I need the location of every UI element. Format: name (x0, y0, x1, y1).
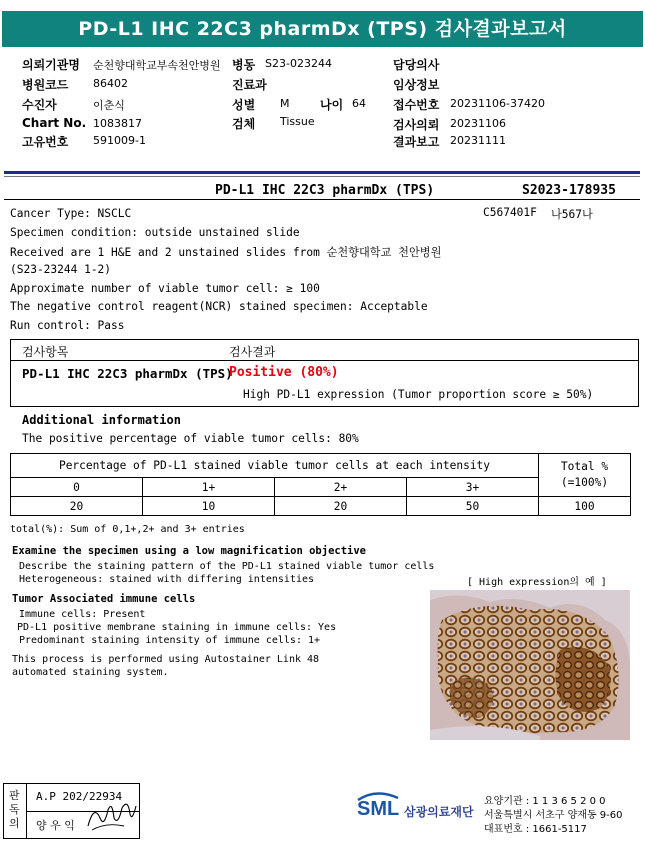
sex-label: 성별 (232, 98, 256, 112)
ncr-text: The negative control reagent(NCR) stained specimen: Acceptable (10, 300, 428, 313)
immune-line1: Immune cells: Present (19, 609, 146, 620)
patient-label: 수진자 (22, 98, 57, 112)
value-0: 20 (11, 497, 143, 516)
immune-heading: Tumor Associated immune cells (12, 593, 196, 605)
clinical-label: 임상정보 (393, 78, 440, 92)
intensity-header: Percentage of PD-L1 stained viable tumor cells at each intensity (11, 454, 539, 478)
table-footnote: total(%): Sum of 0,1+,2+ and 3+ entries (10, 524, 245, 535)
doctor-label: 담당의사 (393, 58, 440, 72)
tumor-cell-count: Approximate number of viable tumor cell: ≥ 100 (10, 282, 320, 295)
address: 서울특별시 서초구 양재동 9-60 (484, 810, 623, 821)
signature-scribble (84, 796, 139, 836)
cancer-type: Cancer Type: NSCLC (10, 207, 132, 220)
hospital-code-label: 병원코드 (22, 78, 69, 92)
result-col-item: 검사항목 (22, 345, 69, 359)
value-total: 100 (539, 497, 631, 516)
result-item: PD-L1 IHC 22C3 pharmDx (TPS) (22, 366, 233, 381)
value-1: 10 (143, 497, 275, 516)
section-divider-thin (4, 176, 640, 177)
dept-label: 진료과 (232, 78, 267, 92)
total-header (539, 454, 631, 497)
examine-line1: Describe the staining pattern of the PD-L1 stained viable tumor cells (19, 561, 435, 572)
report-number: S2023-178935 (522, 183, 616, 198)
examine-heading: Examine the specimen using a low magnification objective (12, 545, 367, 557)
signature-box (3, 783, 140, 839)
page-title: PD-L1 IHC 22C3 pharmDx (TPS) 검사결과보고서 (78, 18, 567, 40)
process-line2: automated staining system. (12, 667, 169, 678)
result-col-result: 검사결과 (229, 345, 276, 359)
institution-label: 의뢰기관명 (22, 58, 80, 72)
ward-value: S23-023244 (265, 57, 332, 70)
examine-line2: Heterogeneous: stained with differing intensities (19, 574, 315, 585)
patient-value: 이춘식 (93, 99, 125, 112)
report-code-2: 나567나 (551, 208, 593, 221)
report-date-label: 결과보고 (393, 135, 440, 149)
section-divider (4, 171, 640, 174)
unique-label: 고유번호 (22, 135, 69, 149)
level-2: 2+ (275, 478, 407, 497)
pathologist-name: 양 우 익 (36, 819, 75, 832)
specimen-label: 검체 (232, 117, 256, 131)
age-label: 나이 (320, 98, 344, 112)
immune-line2: PD-L1 positive membrane staining in immune cells: Yes (17, 622, 337, 633)
phone: 대표번호 : 1661-5117 (484, 824, 587, 835)
report-date-value: 20231111 (450, 134, 506, 147)
report-title: PD-L1 IHC 22C3 pharmDx (TPS) (215, 183, 435, 198)
value-3: 50 (407, 497, 539, 516)
ap-number: A.P 202/22934 (36, 790, 123, 803)
org-name: 삼광의료재단 (404, 805, 474, 819)
result-expression: High PD-L1 expression (Tumor proportion score ≥ 50%) (243, 388, 594, 401)
chart-value: 1083817 (93, 117, 142, 130)
additional-heading: Additional information (22, 413, 181, 427)
accession-label: 접수번호 (393, 98, 440, 112)
hospital-code-value: 86402 (93, 77, 128, 90)
immune-line3: Predominant staining intensity of immune cells: 1+ (19, 635, 321, 646)
institution-value: 순천향대학교부속천안병원 (93, 59, 221, 72)
report-code: C567401F (483, 206, 537, 219)
level-1: 1+ (143, 478, 275, 497)
logo-text: SML (357, 798, 400, 820)
image-caption: [ High expression의 예 ] (467, 577, 607, 588)
received-text: Received are 1 H&E and 2 unstained slides from 순천향대학교 천안병원 (10, 246, 442, 259)
specimen-condition: Specimen condition: outside unstained slide (10, 226, 300, 239)
histology-image (430, 590, 630, 740)
ward-label: 병동 (232, 58, 256, 72)
result-box-divider (11, 360, 638, 361)
age-value: 64 (352, 97, 366, 110)
level-3: 3+ (407, 478, 539, 497)
signature-side-label: 판독의 (9, 789, 20, 830)
unique-value: 591009-1 (93, 134, 146, 147)
facility-code: 요양기관 : 1 1 3 6 5 2 0 0 (484, 796, 606, 807)
level-0: 0 (11, 478, 143, 497)
specimen-value: Tissue (280, 115, 315, 128)
total-header-line1: Total % (560, 460, 609, 473)
request-label: 검사의뢰 (393, 118, 440, 132)
process-line1: This process is performed using Autostainer Link 48 (12, 654, 320, 665)
total-header-line2: (=100%) (560, 476, 609, 489)
additional-text: The positive percentage of viable tumor cells: 80% (22, 432, 359, 445)
sml-logo (356, 790, 400, 828)
request-value: 20231106 (450, 117, 506, 130)
intensity-table (10, 453, 631, 516)
sex-value: M (280, 97, 290, 110)
value-2: 20 (275, 497, 407, 516)
chart-label: Chart No. (22, 116, 87, 130)
report-header (2, 11, 643, 47)
accession-value: 20231106-37420 (450, 97, 545, 110)
title-underline (4, 199, 640, 200)
run-control: Run control: Pass (10, 319, 125, 332)
result-value: Positive (80%) (229, 365, 339, 380)
slide-ref: (S23-23244 1-2) (10, 263, 112, 276)
